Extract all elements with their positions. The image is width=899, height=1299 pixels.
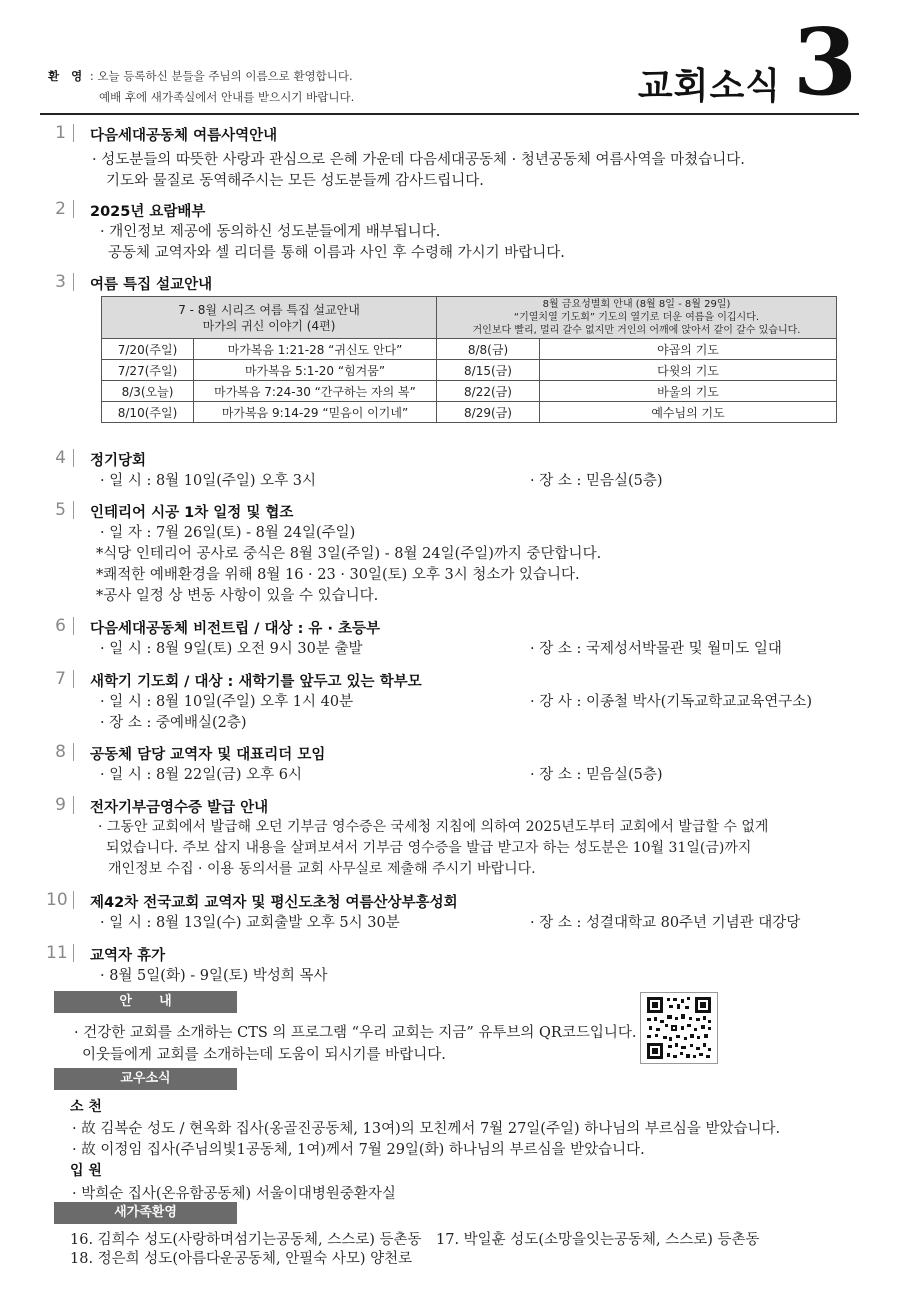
section-line: · 일 시 : 8월 9일(토) 오전 9시 30분 출발 bbox=[100, 641, 363, 657]
table-row bbox=[102, 402, 837, 423]
table-cell: 마가복음 5:1-20 “힘겨뭄” bbox=[194, 360, 437, 381]
section-number: 7 bbox=[46, 670, 74, 688]
section-title: 교역자 휴가 bbox=[90, 948, 166, 964]
right-header-cell bbox=[437, 297, 837, 339]
sermon-schedule-table bbox=[101, 296, 837, 423]
table-cell: 다윗의 기도 bbox=[540, 360, 837, 381]
notice-line: · 건강한 교회를 소개하는 CTS 의 프로그램 “우리 교회는 지금” 유투브의 QR코드입니다. bbox=[74, 1025, 637, 1041]
section-title: 여름 특집 설교안내 bbox=[90, 277, 213, 293]
table-row bbox=[102, 339, 837, 360]
section-number: 5 bbox=[46, 501, 74, 519]
section-line: 기도와 물질로 동역해주시는 모든 성도분들께 감사드립니다. bbox=[106, 173, 484, 189]
welcome-label: 환 영 bbox=[48, 69, 87, 83]
page-number: 3 bbox=[792, 8, 857, 116]
table-cell: 8/15(금) bbox=[437, 360, 540, 381]
hospital-label: 입 원 bbox=[70, 1163, 102, 1179]
table-cell: 마가복음 1:21-28 “귀신도 안다” bbox=[194, 339, 437, 360]
table-cell: 마가복음 7:24-30 “간구하는 자의 복” bbox=[194, 381, 437, 402]
newcomers-label-bar bbox=[54, 1202, 237, 1224]
section-line: 개인정보 수집 · 이용 동의서를 교회 사무실로 제출해 주시기 바랍니다. bbox=[108, 861, 536, 877]
notice-label: 안 내 bbox=[119, 994, 172, 1009]
newcomer-line: 17. 박일훈 성도(소망을잇는공동체, 스스로) 등촌동 bbox=[436, 1232, 760, 1248]
section-line: · 일 시 : 8월 10일(주일) 오후 1시 40분 bbox=[100, 694, 354, 710]
section-line: · 장 소 : 성결대학교 80주년 기념관 대강당 bbox=[530, 915, 801, 931]
section-line: · 일 시 : 8월 22일(금) 오후 6시 bbox=[100, 767, 303, 783]
section-number: 2 bbox=[46, 200, 74, 218]
section-line: · 일 자 : 7월 26일(토) - 8월 24일(주일) bbox=[100, 525, 356, 541]
welcome-line-1: : 오늘 등록하신 분들을 주님의 이름으로 환영합니다. bbox=[89, 69, 353, 83]
section-line: · 장 소 : 국제성서박물관 및 월미도 일대 bbox=[530, 641, 782, 657]
right-header-line: 8월 금요성별회 안내 (8월 8일 - 8월 29일) bbox=[542, 299, 731, 310]
section-line: · 장 소 : 믿음실(5층) bbox=[530, 767, 663, 783]
table-row bbox=[102, 360, 837, 381]
section-title: 전자기부금영수증 발급 안내 bbox=[90, 800, 269, 816]
left-header-line: 7 - 8월 시리즈 여름 특집 설교안내 bbox=[178, 302, 360, 317]
section-title: 다음세대공동체 여름사역안내 bbox=[90, 128, 278, 144]
right-header-line: “기열치열 기도회” 기도의 열기로 더운 여름을 이깁시다. bbox=[513, 312, 760, 323]
table-header-row bbox=[102, 297, 837, 339]
welcome-line-2: 예배 후에 새가족실에서 안내를 받으시기 바랍니다. bbox=[99, 90, 355, 104]
notice-line: 이웃들에게 교회를 소개하는데 도움이 되시기를 바랍니다. bbox=[82, 1047, 446, 1063]
table-cell: 8/8(금) bbox=[437, 339, 540, 360]
section-number: 3 bbox=[46, 273, 74, 291]
section-line: · 장 소 : 중예배실(2층) bbox=[100, 715, 247, 731]
section-line: · 일 시 : 8월 13일(수) 교회출발 오후 5시 30분 bbox=[100, 915, 400, 931]
table-cell: 8/10(주일) bbox=[102, 402, 194, 423]
section-number: 8 bbox=[46, 743, 74, 761]
section-line: · 일 시 : 8월 10일(주일) 오후 3시 bbox=[100, 473, 317, 489]
section-title: 2025년 요람배부 bbox=[90, 204, 206, 220]
members-label: 교우소식 bbox=[120, 1071, 171, 1086]
table-cell: 8/29(금) bbox=[437, 402, 540, 423]
section-line: · 성도분들의 따뜻한 사랑과 관심으로 은혜 가운데 다음세대공동체 · 청년공동체 여름사역을 마쳤습니다. bbox=[92, 152, 745, 168]
newcomers-label: 새가족환영 bbox=[114, 1205, 177, 1220]
qr-code-icon bbox=[641, 993, 717, 1063]
table-cell: 예수님의 기도 bbox=[540, 402, 837, 423]
section-line: *쾌적한 예배환경을 위해 8월 16 · 23 · 30일(토) 오후 3시 청소가 있습니다. bbox=[96, 567, 580, 583]
death-line: · 故 이정임 집사(주님의빛1공동체, 1여)께서 7월 29일(화) 하나님의 부르심을 받았습니다. bbox=[72, 1142, 645, 1158]
left-header-cell bbox=[102, 297, 437, 339]
header-divider bbox=[40, 113, 859, 115]
table-cell: 야곱의 기도 bbox=[540, 339, 837, 360]
section-line: · 그동안 교회에서 발급해 오던 기부금 영수증은 국세청 지침에 의하여 2025년도부터 교회에서 발급할 수 없게 bbox=[98, 819, 769, 835]
table-cell: 8/22(금) bbox=[437, 381, 540, 402]
section-title: 정기당회 bbox=[90, 453, 147, 469]
left-header-line: 마가의 귀신 이야기 (4편) bbox=[202, 318, 336, 333]
section-title: 인테리어 시공 1차 일정 및 협조 bbox=[90, 505, 294, 521]
section-line: 되었습니다. 주보 삽지 내용을 살펴보셔서 기부금 영수증을 발급 받고자 하는 성도분은 10월 31일(금)까지 bbox=[106, 840, 752, 856]
section-title: 다음세대공동체 비전트립 / 대상 : 유 · 초등부 bbox=[90, 621, 381, 637]
right-header-line: 거인보다 빨리, 멀리 갈수 없지만 거인의 어깨에 앉아서 같이 갈수 있습니다. bbox=[472, 325, 801, 336]
table-cell: 마가복음 9:14-29 “믿음이 이기네” bbox=[194, 402, 437, 423]
welcome-block bbox=[48, 66, 354, 108]
qr-code[interactable] bbox=[640, 992, 718, 1064]
section-number: 1 bbox=[46, 124, 74, 142]
death-line: · 故 김복순 성도 / 현옥화 집사(옹골진공동체, 13여)의 모친께서 7월 27일(주일) 하나님의 부르심을 받았습니다. bbox=[72, 1121, 781, 1137]
section-line: · 장 소 : 믿음실(5층) bbox=[530, 473, 663, 489]
section-number: 9 bbox=[46, 796, 74, 814]
section-number: 11 bbox=[46, 944, 74, 962]
section-title: 공동체 담당 교역자 및 대표리더 모임 bbox=[90, 747, 326, 763]
page-title: 교회소식 bbox=[637, 66, 781, 107]
section-line: · 강 사 : 이종철 박사(기독교학교교육연구소) bbox=[530, 694, 812, 710]
section-line: · 개인정보 제공에 동의하신 성도분들에게 배부됩니다. bbox=[100, 224, 441, 240]
section-number: 6 bbox=[46, 617, 74, 635]
newcomer-line: 16. 김희수 성도(사랑하며섬기는공동체, 스스로) 등촌동 bbox=[70, 1232, 422, 1248]
death-label: 소 천 bbox=[70, 1099, 102, 1115]
table-cell: 7/27(주일) bbox=[102, 360, 194, 381]
section-title: 새학기 기도회 / 대상 : 새학기를 앞두고 있는 학부모 bbox=[90, 674, 422, 690]
section-line: *공사 일정 상 변동 사항이 있을 수 있습니다. bbox=[96, 588, 379, 604]
section-number: 4 bbox=[46, 449, 74, 467]
table-row bbox=[102, 381, 837, 402]
hospital-line: · 박희순 집사(온유함공동체) 서울이대병원중환자실 bbox=[72, 1186, 396, 1202]
notice-label-bar bbox=[54, 991, 237, 1013]
section-line: 공동체 교역자와 셀 리더를 통해 이름과 사인 후 수령해 가시기 바랍니다. bbox=[108, 245, 565, 261]
members-label-bar bbox=[54, 1068, 237, 1090]
section-line: *식당 인테리어 공사로 중식은 8월 3일(주일) - 8월 24일(주일)까지 중단합니다. bbox=[96, 546, 602, 562]
newcomer-line: 18. 정은희 성도(아름다운공동체, 안필숙 사모) 양천로 bbox=[70, 1251, 413, 1267]
section-line: · 8월 5일(화) - 9일(토) 박성희 목사 bbox=[100, 968, 328, 984]
section-title: 제42차 전국교회 교역자 및 평신도초청 여름산상부흥성회 bbox=[90, 895, 458, 911]
table-cell: 7/20(주일) bbox=[102, 339, 194, 360]
table-cell: 8/3(오늘) bbox=[102, 381, 194, 402]
section-number: 10 bbox=[46, 891, 74, 909]
table-cell: 바울의 기도 bbox=[540, 381, 837, 402]
